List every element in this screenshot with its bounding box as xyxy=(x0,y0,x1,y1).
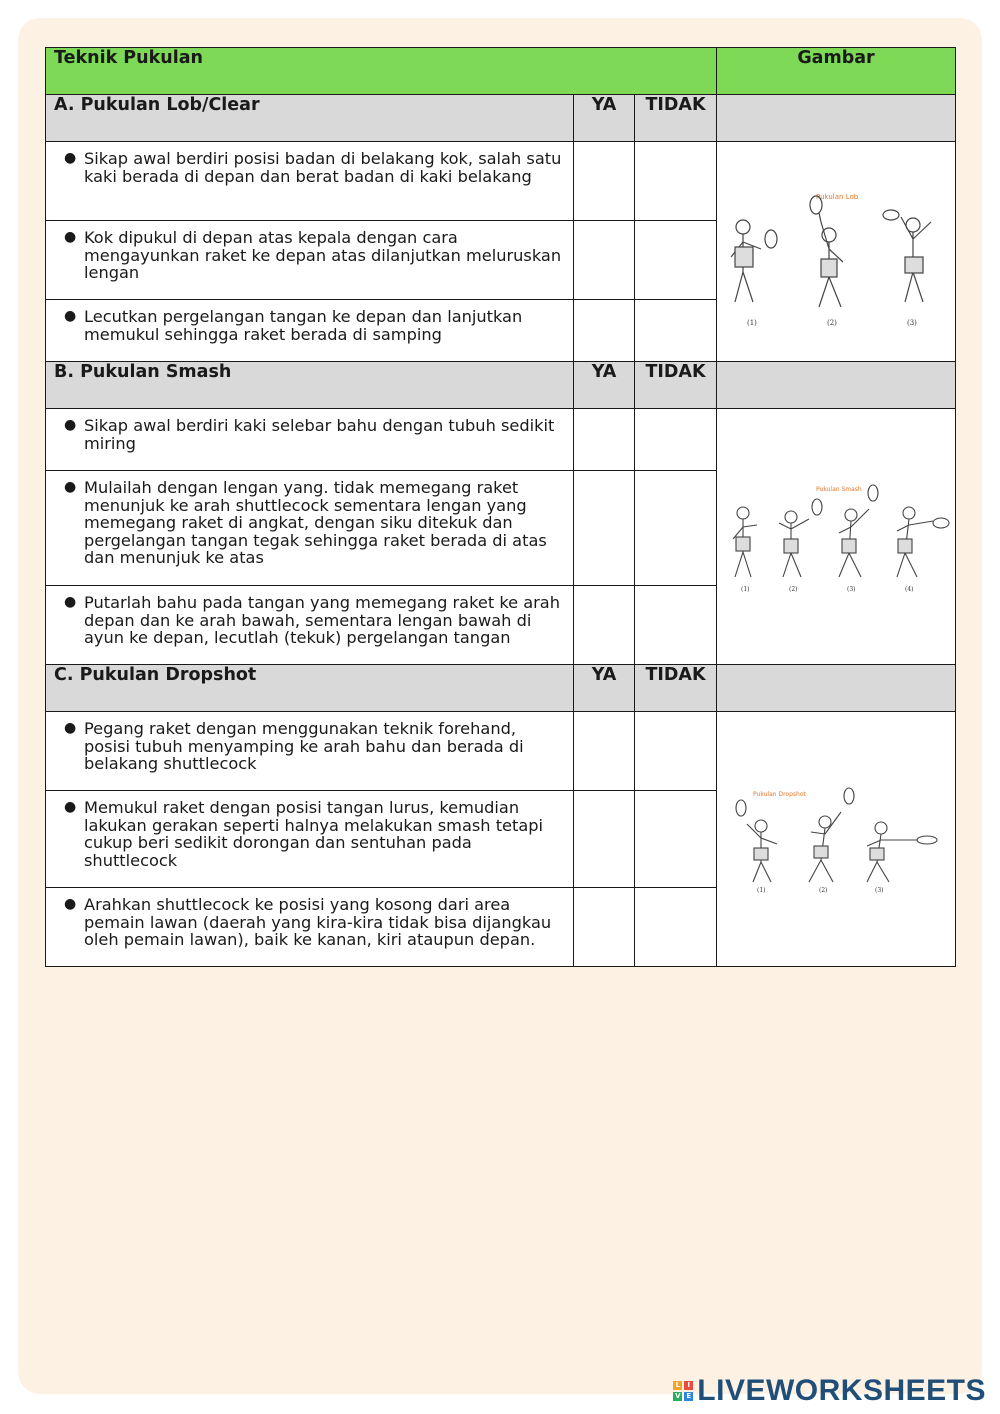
ya-header: YA xyxy=(574,362,635,409)
dropshot-caption: Pukulan Dropshot xyxy=(753,791,806,798)
player-figure-1 xyxy=(736,800,777,882)
player-figure-2 xyxy=(779,499,822,577)
ya-header: YA xyxy=(574,95,635,142)
lob-illustration-cell xyxy=(717,142,956,362)
smash-illustration xyxy=(721,477,951,597)
player-figure-4 xyxy=(897,507,949,577)
dropshot-illustration xyxy=(721,784,951,894)
section-b-header xyxy=(46,362,956,409)
criterion-text: Pegang raket dengan menggunakan teknik forehand, posisi tubuh menyamping ke arah bahu dan berada di belakang shuttlecock xyxy=(84,719,524,773)
criterion-text: Putarlah bahu pada tangan yang memegang raket ke arah depan dan ke arah bawah, sementara lengan bawah di ayun ke depan, lecutlah (tekuk) pergelangan tangan xyxy=(84,593,560,647)
header-teknik-pukulan: Teknik Pukulan xyxy=(46,48,717,95)
figure-label: (3) xyxy=(875,887,884,894)
checklist-table xyxy=(45,47,956,967)
tidak-checkbox-cell[interactable] xyxy=(635,791,717,888)
brand-wordmark: LIVEWORKSHEETS xyxy=(697,1374,986,1407)
tidak-header: TIDAK xyxy=(635,362,717,409)
table-row: ● Arahkan shuttlecock ke posisi yang kosong dari area pemain lawan (daerah yang kira-kira tidak bisa dijangkau oleh pemain lawan), baik ke kanan, kiri ataupun depan. xyxy=(46,888,956,967)
tidak-checkbox-cell[interactable] xyxy=(635,888,717,967)
criterion-text: Sikap awal berdiri kaki selebar bahu dengan tubuh sedikit miring xyxy=(84,416,555,453)
section-title: A. Pukulan Lob/Clear xyxy=(46,95,574,142)
table-row: ● Sikap awal berdiri posisi badan di belakang kok, salah satu kaki berada di depan dan berat badan di kaki belakang Pukulan Lob (1) (2) (3) xyxy=(46,142,956,221)
table-row: ● Sikap awal berdiri kaki selebar bahu dengan tubuh sedikit miring Pukulan Smash (1) (2) (3) (4) xyxy=(46,409,956,471)
table-row: ● Putarlah bahu pada tangan yang memegang raket ke arah depan dan ke arah bawah, sementara lengan bawah di ayun ke depan, lecutlah (tekuk) pergelangan tangan xyxy=(46,586,956,665)
tidak-header: TIDAK xyxy=(635,95,717,142)
figure-label: (3) xyxy=(907,318,917,327)
ya-checkbox-cell[interactable] xyxy=(574,712,635,791)
tidak-header: TIDAK xyxy=(635,665,717,712)
section-title: B. Pukulan Smash xyxy=(46,362,574,409)
criterion-text: Arahkan shuttlecock ke posisi yang kosong dari area pemain lawan (daerah yang kira-kira tidak bisa dijangkau oleh pemain lawan), baik ke kanan, kiri ataupun depan. xyxy=(84,895,552,949)
ya-checkbox-cell[interactable] xyxy=(574,300,635,362)
image-header-blank xyxy=(717,665,956,712)
liveworksheets-logo-icon: L I V E xyxy=(673,1381,693,1401)
ya-checkbox-cell[interactable] xyxy=(574,409,635,471)
ya-checkbox-cell[interactable] xyxy=(574,221,635,300)
table-row: ● Kok dipukul di depan atas kepala dengan cara mengayunkan raket ke depan atas dilanjutkan meluruskan lengan xyxy=(46,221,956,300)
criterion-text: Memukul raket dengan posisi tangan lurus, kemudian lakukan gerakan seperti halnya melakukan smash tetapi cukup beri sedikit dorongan dan sentuhan pada shuttlecock xyxy=(84,798,544,870)
player-figure-3 xyxy=(867,822,937,882)
table-row: ● Lecutkan pergelangan tangan ke depan dan lanjutkan memukul sehingga raket berada di samping xyxy=(46,300,956,362)
table-header-row xyxy=(46,48,956,95)
ya-checkbox-cell[interactable] xyxy=(574,586,635,665)
tidak-checkbox-cell[interactable] xyxy=(635,409,717,471)
section-title: C. Pukulan Dropshot xyxy=(46,665,574,712)
figure-label: (2) xyxy=(789,585,798,593)
dropshot-illustration-cell xyxy=(717,712,956,967)
criterion-text: Lecutkan pergelangan tangan ke depan dan lanjutkan memukul sehingga raket berada di samping xyxy=(84,307,523,344)
figure-label: (1) xyxy=(747,318,757,327)
criterion-text: Kok dipukul di depan atas kepala dengan cara mengayunkan raket ke depan atas dilanjutkan meluruskan lengan xyxy=(84,228,562,282)
section-a-header xyxy=(46,95,956,142)
table-row: ● Memukul raket dengan posisi tangan lurus, kemudian lakukan gerakan seperti halnya melakukan smash tetapi cukup beri sedikit dorongan dan sentuhan pada shuttlecock xyxy=(46,791,956,888)
ya-header: YA xyxy=(574,665,635,712)
player-figure-1 xyxy=(733,507,757,577)
ya-checkbox-cell[interactable] xyxy=(574,888,635,967)
lob-caption: Pukulan Lob xyxy=(816,192,859,201)
tidak-checkbox-cell[interactable] xyxy=(635,586,717,665)
ya-checkbox-cell[interactable] xyxy=(574,471,635,586)
figure-label: (1) xyxy=(741,585,750,593)
header-gambar: Gambar xyxy=(717,48,956,95)
figure-label: (2) xyxy=(827,318,837,327)
smash-caption: Pukulan Smash xyxy=(816,485,862,493)
ya-checkbox-cell[interactable] xyxy=(574,791,635,888)
criterion-text: Mulailah dengan lengan yang. tidak memegang raket menunjuk ke arah shuttlecock sementara lengan yang memegang raket di angkat, dengan siku ditekuk dan pergelangan tangan tegak sehingga raket berada di atas dan menunjuk ke atas xyxy=(84,478,547,567)
figure-label: (2) xyxy=(819,887,828,894)
table-row: ● Pegang raket dengan menggunakan teknik forehand, posisi tubuh menyamping ke arah bahu dan berada di belakang shuttlecock Pukulan Dropshot (1) (2) (3) xyxy=(46,712,956,791)
player-figure-1 xyxy=(731,220,777,302)
section-c-header xyxy=(46,665,956,712)
tidak-checkbox-cell[interactable] xyxy=(635,471,717,586)
liveworksheets-brand[interactable] xyxy=(673,1374,986,1408)
tidak-checkbox-cell[interactable] xyxy=(635,712,717,791)
player-figure-3 xyxy=(883,210,931,302)
player-figure-2 xyxy=(810,196,843,307)
tidak-checkbox-cell[interactable] xyxy=(635,300,717,362)
figure-label: (3) xyxy=(847,585,856,593)
image-header-blank xyxy=(717,95,956,142)
player-figure-3 xyxy=(839,485,878,577)
figure-label: (1) xyxy=(757,887,766,894)
table-row: ● Mulailah dengan lengan yang. tidak memegang raket menunjuk ke arah shuttlecock sementara lengan yang memegang raket di angkat, dengan siku ditekuk dan pergelangan tangan tegak sehingga raket berada di atas dan menunjuk ke atas xyxy=(46,471,956,586)
figure-label: (4) xyxy=(905,585,914,593)
smash-illustration-cell xyxy=(717,409,956,665)
tidak-checkbox-cell[interactable] xyxy=(635,221,717,300)
image-header-blank xyxy=(717,362,956,409)
ya-checkbox-cell[interactable] xyxy=(574,142,635,221)
lob-illustration xyxy=(721,177,951,327)
tidak-checkbox-cell[interactable] xyxy=(635,142,717,221)
player-figure-2 xyxy=(809,788,854,882)
criterion-text: Sikap awal berdiri posisi badan di belakang kok, salah satu kaki berada di depan dan berat badan di kaki belakang xyxy=(84,149,562,186)
